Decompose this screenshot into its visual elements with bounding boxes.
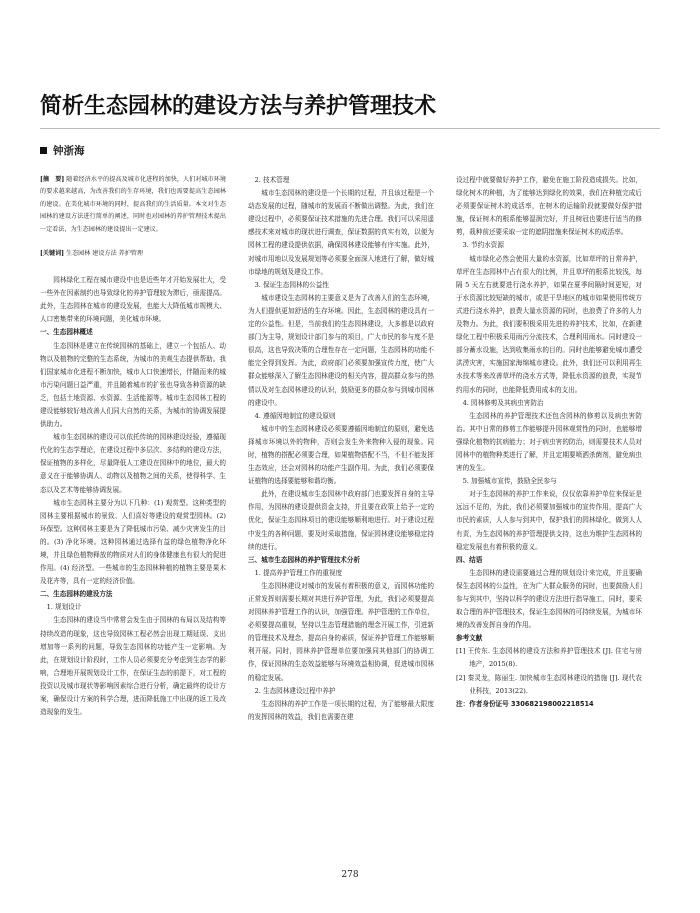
paragraph: 此外，在建设城市生态园林中政府部门也要发挥自身的主导作用，为园林的建设提供资金支持，并且要在政策上给予一定的优化，保证生态园林项目的建设能够顺利地进行。对于建设过程中发生的各种问题，要及时采取措施，保证园林建设能够稳定持续的进行。: [248, 490, 434, 551]
paragraph: 设过程中就要做好养护工作，避免在施工阶段造成损失。比如，绿化树木的种植，为了能够达到绿化的效果，我们在种植完成后必须要保证树木的成活率，在树木的运输阶段就要做好保护措施，保证树木的根系能够湿润完好，并且树冠也要进行适当的修剪，栽种前还要采取一定的遮阴措施来保证树木的成活率。: [456, 176, 642, 237]
subsection-heading: 1. 规划设计: [46, 603, 82, 612]
subsection-heading: 2. 生态园林建设过程中养护: [254, 686, 336, 695]
author-id-note: 注：作者身份证号 330682198002218514: [456, 699, 594, 708]
paragraph: 对于生态园林的养护工作来说，仅仅依靠养护单位来保证是远远不足的，为此，我们必须要加强城市的宣传作用，提高广大市民的素质，人人参与到其中，保护我们的园林绿化，做到人人有责，为生态园林的养护管理提供支持，这也为维护生态园林的稳定发展也有着积极的意义。: [456, 490, 642, 551]
reference-item: [2] 秦灵龙，陈丽生. 加快城市生态园林建设的措施 [J]. 现代农业科技，2013(22).: [456, 673, 642, 695]
paragraph: 生态园林是建立在传统园林的基础上，建立一个包括人、动物以及植物的完整的生态系统，为城市的美观生态提供帮助。我们国家城市化进程不断加快，城市人口快速增长，伴随而来的城市污染问题日益严重，并且随着城市的扩张也导致各种资源的缺乏，包括土地资源、水资源、生活能源等。城市生态园林工程的建设能够较好地改善人们同大自然的关系，为城市的协调发展提供助力。: [40, 341, 226, 429]
subsection-heading: 5. 加强城市宣传，鼓励全民参与: [462, 477, 557, 486]
paragraph: 城市生态园林的建设是一个长期的过程，并且该过程是一个动态发展的过程，随城市的发展而不断做出调整。为此，我们在建设过程中，必须要保证技术措施的先进合理。我们可以采用遥感技术来对城市的现状进行调查，保证数据的真实有效，以便为园林工程的建设提供依据，确保园林建设能够有序实施。此外，对城市用地以及发展规划等必须要全面深入地进行了解，做好城市绿地的规划及建设工作。: [248, 189, 434, 276]
column-2: [248, 174, 434, 864]
subsection-heading: 1. 提高养护管理工作的重视度: [254, 568, 343, 577]
abstract-tag: [摘 要]: [40, 176, 65, 183]
paragraph: 城市建设生态园林的主要意义是为了改善人们的生态环境，为人们提供更加舒适的生存环境。因此，生态园林的建设具有一定的公益性。但是，当前我们的生态园林建设，大多都是以政府部门为主导，规划设计部门参与的项目，广大市民的参与度不是很高，这也导致决策的合理性存在一定问题，生态园林的功能不能完全得到发挥。为此，政府部门必须要加强宣传力度，使广大群众能够深入了解生态园林建设的相关内容，提高群众参与的热情以及对生态园林建设的认识，鼓励更多的群众参与到城市园林的建设中。: [248, 293, 434, 407]
page-number: 278: [341, 870, 359, 880]
subsection-heading: 4. 园林修剪及其病虫害防治: [462, 398, 544, 407]
section-heading: 三、城市生态园林的养护管理技术分析: [248, 555, 361, 564]
column-1: [40, 174, 226, 864]
paragraph: 生态园林的建设需要通过合理的规划设计来完成，并且要确保生态园林的公益性，在为广大群众服务的同时，也要鼓励人们参与到其中，坚持以科学的建设方法进行指导施工，同时，要采取合理的养护管理技术，保证生态园林的可持续发展，为城市环境的改善发挥自身的作用。: [456, 568, 642, 630]
keywords-text: 生态园林 建设方法 养护管理: [66, 250, 143, 258]
article-title: 简析生态园林的建设方法与养护管理技术: [40, 94, 437, 119]
paragraph: 城市生态园林的建设可以依托传统的园林建设经验，遵循现代化的生态学理论，在建设过程中多层次、多结构的建设方法，保证植物的多样化，尽量降低人工建设在园林中的地位，最大的意义在于能够协调人、动物以及植物之间的关系，使得科学、生态以及艺术等能够协调发展。: [40, 433, 226, 494]
subsection-heading: 3. 保证生态园林的公益性: [254, 280, 329, 289]
reference-item: [1] 王传东. 生态园林的建设方法和养护管理技术 [J]. 住宅与房地产，2015(8).: [456, 647, 642, 669]
paragraph: 园林绿化工程在城市建设中也是近些年才开始发展壮大，受一些外在因素制约也导致绿化的养护管理较为滞后，亟需提高。此外，生态园林在城市的建设发展，也能大大降低城市规模大、人口密集带来的环境问题，美化城市环境。: [40, 276, 226, 324]
column-3: [456, 174, 642, 864]
author-bullet-icon: [40, 147, 47, 154]
subsection-heading: 2. 技术管理: [254, 176, 290, 184]
keywords-tag: [关键词]: [40, 250, 65, 258]
section-heading: 四、结语: [456, 555, 483, 564]
section-heading: 一、生态园林概述: [40, 328, 93, 337]
section-heading: 二、生态园林的建设方法: [40, 590, 113, 599]
author-name: 钟浙海: [53, 145, 85, 157]
paragraph: 城市生态园林主要分为以下几种：(1) 观赏型。这种类型的园林主要根据城市的景致、人们喜好等建设的观赏型园林。(2) 环保型。这种园林主要是为了降低城市污染、减少灾害发生的目的。(3) 净化环境。这种园林通过选择有益的绿色植物净化环境，并且绿色植物释放的物质对人们的身体健康也有很大的促进作用。(4) 经济型。一些城市的生态园林种植的植物主要是果木及花卉等，具有一定的经济价值。: [40, 498, 226, 586]
paragraph: 生态园林的养护管理技术还包含园林的修剪以及病虫害防治。其中日常的修剪工作能够提升园林观赏性的同时，也能够增强绿化植物的抗病能力；对于病虫害的防治，则需要技术人员对园林中的植物种类进行了解，并且定期要喷洒杀菌剂，避免病虫害的发生。: [456, 411, 642, 473]
paragraph: 城市绿化必然会使用大量的水资源，比如草坪的日常养护，草坪在生态园林中占有很大的比例，并且草坪的根系比较浅，每隔 5 天左右就要进行浇水养护，如果在夏季间隔时间更短，对于水资源比较短缺的城市，或是干旱地区的城市如果使用传统方式进行浇水养护，浪费大量水资源的同时，也浪费了许多的人力及物力。为此，我们要积极采用先进的养护技术，比如，在新建绿化工程中积极采用雨污分流技术，合理利用雨水。同时建设一部分蓄水设施，达到收集雨水的目的。同时也能够避免城市遭受洪涝灾害，实施国家海绵城市建设。此外，我们还可以利用再生水技术等来改善草坪的浇水方式等，降低水资源的浪费，实现节约用水的同时，也能降低费用成本的支出。: [456, 254, 642, 394]
references-heading: 参考文献: [456, 634, 483, 643]
keywords: [40, 248, 226, 260]
paragraph: 生态园林的建设当中常常会发生由于园林的布局以及结构等持续改造的现象，这也导致园林工程必然会出现工期延误、支出增加等一系列的问题，导致生态园林的功能产生一定影响。为此，在规划设计阶段时，工作人员必须要充分考虑到生态学的影响，合理地开展规划设计工作，在保证生态的前提下，对工程的投资以及城市现状等影响因素综合进行分析，确定最终的设计方案，确保设计方案的科学合理，进而降低施工中出现的返工及改造现象的发生。: [40, 616, 226, 717]
paragraph: 生态园林的养护工作是一项长期的过程，为了能够最大限度的发挥园林的效益，我们也需要在建: [248, 699, 434, 721]
abstract-text: 随着经济水平的提高及城市化进程的加快，人们对城市环境的要求越来越高，为改善我们的生存环境，我们也需要提高生态园林的建设。在美化城市环境的同时，提高我们的生活质量。本文对生态园林的建设方法进行简单的阐述，同时也对园林的养护管理技术提出一定看法，为生态园林的建设提出一定建议。: [40, 176, 226, 233]
paragraph: 生态园林建设对城市的发展有着积极的意义，而园林功能的正常发挥则需要长期对其进行养护管理，为此，我们必须要提高对园林养护管理工作的认识，加强管理。养护管理的工作单位，必须要提高重视，坚持以生态管理措施的理念开展工作，引进新的管理技术及理念，提高自身的素质，保证养护管理工作能够顺利开展。同时，园林养护管理单位要加强同其他部门的协调工作，保证园林的生态效益能够与环境效益相协调，促进城市园林的稳定发展。: [248, 581, 434, 682]
abstract: [40, 174, 226, 236]
paragraph: 城市中的生态园林建设必须要遵循因地制宜的原则，避免选择城市环境以外的物种，否则会发生外来物种入侵的现象。同时，植物的搭配必须要合理，如果植物搭配不当，不但不能发挥生态效应，还会对园林的功能产生副作用。为此，我们必须要保证植物的选择要能够和谐均衡。: [248, 424, 434, 486]
subsection-heading: 3. 节约水资源: [462, 241, 504, 250]
subsection-heading: 4. 遵循因地制宜的建设原则: [254, 411, 336, 420]
title-rule: [40, 128, 660, 129]
author-line: [40, 143, 85, 158]
